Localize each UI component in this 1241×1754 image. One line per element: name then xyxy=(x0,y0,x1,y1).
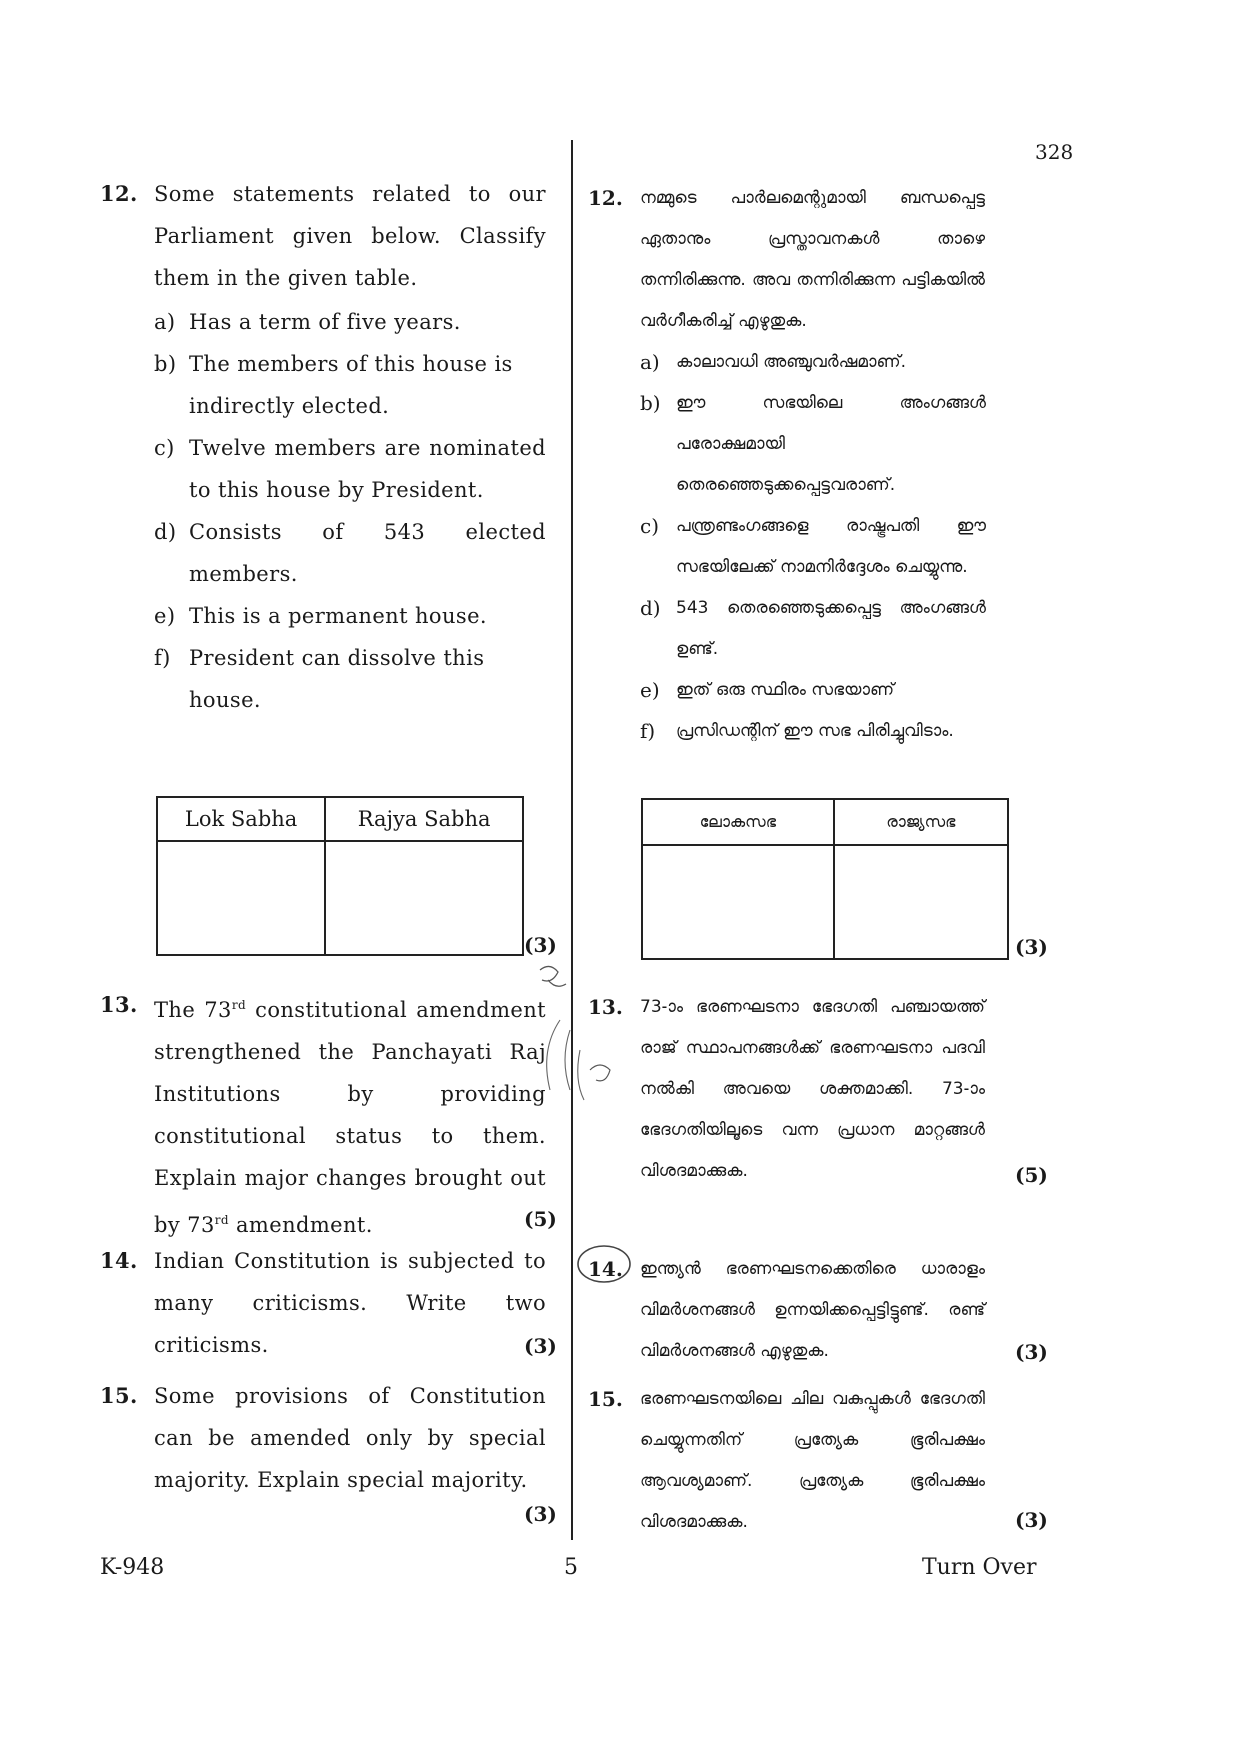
marks: (3) xyxy=(524,1502,557,1526)
option-label: d) xyxy=(640,596,661,620)
option-d xyxy=(640,588,986,670)
turn-over: Turn Over xyxy=(922,1555,1037,1580)
option-text: പ്രസിഡന്റിന് ഈ സഭ പിരിച്ചുവിടാം. xyxy=(676,721,954,741)
option-label: d) xyxy=(154,520,177,544)
option-text: Has a term of five years. xyxy=(189,310,461,334)
option-a xyxy=(640,342,986,383)
page-code: 328 xyxy=(1035,140,1074,164)
option-text: ഈ സഭയിലെ അംഗങ്ങൾ പരോക്ഷമായി തെരഞ്ഞെടുക്കപ്പെട്ടവരാണ്. xyxy=(676,393,986,495)
table-header: Lok Sabha xyxy=(157,797,325,841)
option-b xyxy=(640,383,986,506)
option-f xyxy=(154,637,546,721)
ml-question-14 xyxy=(588,1249,1048,1372)
option-text: Consists of 543 elected members. xyxy=(189,520,546,586)
option-label: a) xyxy=(640,350,660,374)
option-f xyxy=(640,711,986,752)
marks: (5) xyxy=(524,1207,557,1231)
question-text: ഭരണഘടനയിലെ ചില വകുപ്പുകൾ ഭേദഗതി ചെയ്യുന്നതിന് പ്രത്യേക ഭൂരിപക്ഷം ആവശ്യമാണ്. പ്രത്യേക ഭൂരിപക്ഷം വിശദമാക്കുക. xyxy=(640,1389,985,1532)
option-label: b) xyxy=(640,391,661,415)
option-label: c) xyxy=(640,514,660,538)
paper-code: K-948 xyxy=(100,1555,165,1580)
marks: (3) xyxy=(1015,935,1048,959)
ml-question-13 xyxy=(588,987,1048,1192)
option-c xyxy=(154,427,546,511)
handwritten-annotation xyxy=(520,960,630,1150)
table-cell[interactable] xyxy=(157,841,325,955)
en-question-13 xyxy=(100,984,570,1246)
marks: (3) xyxy=(1015,1508,1048,1532)
option-text: Twelve members are nominated to this house by President. xyxy=(189,436,546,502)
table-cell[interactable] xyxy=(325,841,523,955)
question-text: The 73rd constitutional amendment strengthened the Panchayati Raj Institutions by providing constitutional status to them. Explain major changes brought out by 73rd amendment. xyxy=(154,998,546,1237)
question-text: നമ്മുടെ പാർലമെന്റുമായി ബന്ധപ്പെട്ട ഏതാനും പ്രസ്താവനകൾ താഴെ തന്നിരിക്കുന്നു. അവ തന്നിരിക്കുന്ന പട്ടികയിൽ വർഗീകരിച്ച് എഴുതുക. xyxy=(640,188,985,331)
question-number: 14. xyxy=(588,1257,623,1281)
option-label: f) xyxy=(640,719,656,743)
question-number: 14. xyxy=(100,1248,138,1273)
ml-classification-table xyxy=(641,798,1009,960)
question-number: 15. xyxy=(100,1383,138,1408)
marks: (3) xyxy=(524,933,557,957)
option-e xyxy=(154,595,599,637)
option-text: കാലാവധി അഞ്ചുവർഷമാണ്. xyxy=(676,352,906,372)
circle-mark xyxy=(574,1242,634,1286)
option-label: c) xyxy=(154,436,175,460)
question-number: 12. xyxy=(588,186,623,210)
question-text: Some statements related to our Parliament given below. Classify them in the given table. xyxy=(154,182,546,290)
option-text: The members of this house is indirectly elected. xyxy=(189,352,513,418)
option-text: 543 തെരഞ്ഞെടുക്കപ്പെട്ട അംഗങ്ങൾ ഉണ്ട്. xyxy=(676,598,986,659)
en-question-14 xyxy=(100,1240,570,1366)
option-label: b) xyxy=(154,352,177,376)
ml-question-12 xyxy=(588,178,1048,752)
option-a xyxy=(154,301,599,343)
question-number: 15. xyxy=(588,1387,623,1411)
table-cell[interactable] xyxy=(834,845,1008,959)
question-text: ഇന്ത്യൻ ഭരണഘടനക്കെതിരെ ധാരാളം വിമർശനങ്ങൾ ഉന്നയിക്കപ്പെട്ടിട്ടുണ്ട്. രണ്ട് വിമർശനങ്ങൾ എഴുതുക. xyxy=(640,1259,985,1361)
en-question-15 xyxy=(100,1375,570,1501)
option-d xyxy=(154,511,546,595)
option-text: പന്ത്രണ്ടംഗങ്ങളെ രാഷ്ട്രപതി ഈ സഭയിലേക്ക് നാമനിർദ്ദേശം ചെയ്യുന്നു. xyxy=(676,516,986,577)
option-label: f) xyxy=(154,646,171,670)
option-text: ഇത് ഒരു സ്ഥിരം സഭയാണ് xyxy=(676,680,895,700)
marks: (5) xyxy=(1015,1163,1048,1187)
option-text: President can dissolve this house. xyxy=(189,646,485,712)
question-text: Indian Constitution is subjected to many criticisms. Write two criticisms. xyxy=(154,1249,546,1357)
option-label: e) xyxy=(640,678,660,702)
table-header: രാജ്യസഭ xyxy=(834,799,1008,845)
ml-question-15 xyxy=(588,1379,1048,1543)
option-text: This is a permanent house. xyxy=(189,604,487,628)
question-text: Some provisions of Constitution can be amended only by special majority. Explain special majority. xyxy=(154,1384,546,1492)
table-header: ലോകസഭ xyxy=(642,799,834,845)
question-number: 13. xyxy=(100,992,138,1017)
table-header: Rajya Sabha xyxy=(325,797,523,841)
option-label: a) xyxy=(154,310,176,334)
question-number: 12. xyxy=(100,181,138,206)
option-e xyxy=(640,670,986,711)
marks: (3) xyxy=(1015,1340,1048,1364)
table-cell[interactable] xyxy=(642,845,834,959)
option-label: e) xyxy=(154,604,176,628)
question-number: 13. xyxy=(588,995,623,1019)
option-c xyxy=(640,506,986,588)
question-text: 73-ാം ഭരണഘടനാ ഭേദഗതി പഞ്ചായത്ത് രാജ് സ്ഥാപനങ്ങൾക്ക് ഭരണഘടനാ പദവി നൽകി അവയെ ശക്തമാക്കി. 73-ാം ഭേദഗതിയിലൂടെ വന്ന പ്രധാന മാറ്റങ്ങൾ വിശദമാക്കുക. xyxy=(640,997,985,1181)
en-question-12 xyxy=(100,173,570,721)
page-number: 5 xyxy=(564,1555,578,1580)
marks: (3) xyxy=(524,1334,557,1358)
option-b xyxy=(154,343,599,427)
en-classification-table xyxy=(156,796,524,956)
